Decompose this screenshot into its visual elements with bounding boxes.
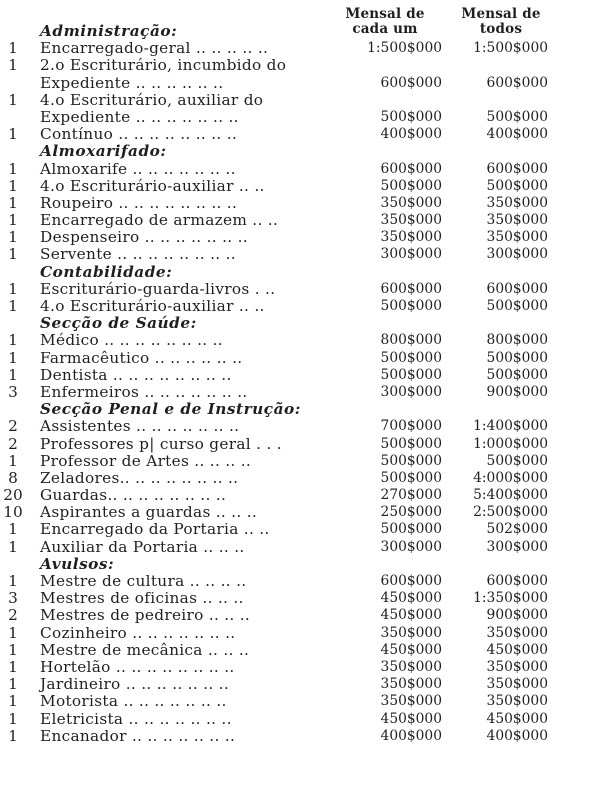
table-row	[0, 693, 600, 710]
monthly-each-value: 500$000	[380, 108, 442, 125]
monthly-total-value: 350$000	[486, 212, 548, 229]
quantity-cell: 1	[8, 520, 18, 539]
quantity-cell: 3	[8, 382, 18, 401]
quantity-cell: 20	[3, 486, 23, 505]
table-row	[0, 40, 600, 57]
quantity-cell: 1	[8, 279, 18, 298]
monthly-total-value: 4:000$000	[473, 469, 548, 486]
monthly-each-value: 450$000	[380, 641, 442, 658]
monthly-each-value: 350$000	[380, 693, 442, 710]
table-row	[0, 470, 600, 487]
monthly-total-value: 450$000	[486, 641, 548, 658]
position-label: Farmacêutico .. .. .. .. .. ..	[40, 348, 243, 367]
position-label: Roupeiro .. .. .. .. .. .. .. ..	[40, 193, 238, 212]
monthly-each-value: 500$000	[380, 521, 442, 538]
monthly-each-value: 350$000	[380, 658, 442, 675]
monthly-each-value: 500$000	[380, 366, 442, 383]
monthly-total-value: 500$000	[486, 452, 548, 469]
monthly-total-value: 1:000$000	[473, 435, 548, 452]
section-title: Avulsos:	[40, 554, 115, 573]
monthly-total-value: 600$000	[486, 160, 548, 177]
position-label: Encanador .. .. .. .. .. .. ..	[40, 726, 236, 745]
quantity-cell: 1	[8, 640, 18, 659]
position-label: Contínuo .. .. .. .. .. .. .. ..	[40, 125, 238, 144]
position-label: Professores p| curso geral . . .	[40, 434, 282, 453]
quantity-cell: 1	[8, 709, 18, 728]
monthly-total-value: 350$000	[486, 624, 548, 641]
position-label: Eletricista .. .. .. .. .. .. ..	[40, 709, 232, 728]
table-row	[0, 126, 600, 143]
section-title: Secção de Saúde:	[40, 314, 197, 333]
table-row	[0, 367, 600, 384]
monthly-total-value: 600$000	[486, 280, 548, 297]
monthly-each-value: 450$000	[380, 710, 442, 727]
section-heading-row	[0, 143, 600, 160]
quantity-cell: 1	[8, 297, 18, 315]
section-heading-row	[0, 315, 600, 332]
quantity-cell: 1	[8, 193, 18, 212]
monthly-each-value: 450$000	[380, 590, 442, 607]
table-row	[0, 590, 600, 607]
quantity-cell: 1	[8, 726, 18, 745]
quantity-cell: 1	[8, 90, 18, 109]
quantity-cell: 1	[8, 245, 18, 264]
column-header-line: cada um	[352, 21, 418, 37]
monthly-each-value: 350$000	[380, 676, 442, 693]
table-row	[0, 75, 600, 92]
table-row	[0, 573, 600, 590]
monthly-each-value: 500$000	[380, 452, 442, 469]
quantity-cell: 1	[8, 623, 18, 642]
position-label: Expediente .. .. .. .. .. .. ..	[40, 107, 239, 126]
position-label: 4.o Escriturário-auxiliar .. ..	[40, 176, 265, 195]
table-row	[0, 436, 600, 453]
position-label: Aspirantes a guardas .. .. ..	[40, 503, 258, 522]
table-row	[0, 178, 600, 195]
staff-salary-table	[0, 23, 600, 745]
position-label: Mestre de cultura .. .. .. ..	[40, 572, 247, 590]
table-row	[0, 504, 600, 521]
monthly-each-value: 600$000	[380, 160, 442, 177]
position-label: Escriturário-guarda-livros . ..	[40, 279, 276, 298]
table-row	[0, 521, 600, 538]
monthly-total-value: 450$000	[486, 710, 548, 727]
monthly-each-value: 1:500$000	[367, 40, 442, 57]
table-row	[0, 212, 600, 229]
quantity-cell: 3	[8, 589, 18, 608]
monthly-total-value: 900$000	[486, 607, 548, 624]
monthly-total-value: 1:500$000	[473, 40, 548, 57]
position-label: 2.o Escriturário, incumbido do	[40, 56, 287, 75]
quantity-cell: 1	[8, 228, 18, 247]
monthly-total-value: 800$000	[486, 332, 548, 349]
table-row	[0, 109, 600, 126]
quantity-cell: 1	[8, 211, 18, 230]
table-row	[0, 453, 600, 470]
monthly-each-value: 350$000	[380, 194, 442, 211]
position-label: Auxiliar da Portaria .. .. ..	[40, 537, 245, 556]
table-row	[0, 659, 600, 676]
monthly-each-value: 800$000	[380, 332, 442, 349]
table-row	[0, 676, 600, 693]
monthly-each-value: 300$000	[380, 383, 442, 400]
monthly-total-value: 900$000	[486, 383, 548, 400]
quantity-cell: 1	[8, 39, 18, 58]
position-label: 4.o Escriturário, auxiliar do	[40, 90, 264, 109]
monthly-each-value: 400$000	[380, 126, 442, 143]
table-row	[0, 487, 600, 504]
monthly-each-value: 500$000	[380, 298, 442, 314]
quantity-cell: 2	[8, 434, 18, 453]
quantity-cell: 1	[8, 537, 18, 556]
monthly-each-value: 500$000	[380, 177, 442, 194]
position-label: Médico .. .. .. .. .. .. .. ..	[40, 331, 223, 350]
quantity-cell: 1	[8, 56, 18, 75]
position-label: Encarregado da Portaria .. ..	[40, 520, 270, 539]
table-row	[0, 384, 600, 401]
monthly-each-value: 600$000	[380, 573, 442, 589]
position-label: Enfermeiros .. .. .. .. .. .. ..	[40, 382, 248, 401]
monthly-total-value: 1:400$000	[473, 418, 548, 435]
position-label: Cozinheiro .. .. .. .. .. .. ..	[40, 623, 236, 642]
table-row	[0, 229, 600, 246]
column-header-line: Mensal de	[461, 6, 541, 22]
position-label: Mestres de pedreiro .. .. ..	[40, 606, 251, 625]
position-label: Expediente .. .. .. .. .. ..	[40, 73, 224, 92]
table-row	[0, 57, 600, 74]
table-row	[0, 332, 600, 349]
position-label: Mestres de oficinas .. .. ..	[40, 589, 244, 608]
monthly-total-value: 350$000	[486, 658, 548, 675]
monthly-total-value: 500$000	[486, 349, 548, 366]
monthly-each-value: 270$000	[380, 487, 442, 504]
table-row	[0, 642, 600, 659]
position-label: Assistentes .. .. .. .. .. .. ..	[40, 417, 240, 436]
monthly-total-value: 300$000	[486, 538, 548, 555]
monthly-total-value: 350$000	[486, 676, 548, 693]
table-row	[0, 161, 600, 178]
monthly-each-value: 350$000	[380, 624, 442, 641]
quantity-cell: 1	[8, 331, 18, 350]
monthly-total-value: 400$000	[486, 727, 548, 744]
table-row	[0, 711, 600, 728]
quantity-cell: 1	[8, 692, 18, 711]
table-row	[0, 539, 600, 556]
position-label: Servente .. .. .. .. .. .. .. ..	[40, 245, 236, 264]
monthly-total-value: 500$000	[486, 177, 548, 194]
monthly-total-value: 500$000	[486, 108, 548, 125]
table-row	[0, 298, 600, 315]
section-heading-row	[0, 556, 600, 573]
position-label: Encarregado de armazem .. ..	[40, 211, 279, 230]
position-label: Jardineiro .. .. .. .. .. .. ..	[40, 675, 229, 694]
quantity-cell: 1	[8, 348, 18, 367]
monthly-each-value: 350$000	[380, 229, 442, 246]
table-row	[0, 92, 600, 109]
quantity-cell: 1	[8, 451, 18, 470]
monthly-total-value: 600$000	[486, 74, 548, 91]
position-label: Mestre de mecânica .. .. ..	[40, 640, 250, 659]
quantity-cell: 1	[8, 125, 18, 144]
monthly-total-value: 502$000	[486, 521, 548, 538]
table-row	[0, 625, 600, 642]
monthly-each-value: 300$000	[380, 538, 442, 555]
monthly-total-value: 300$000	[486, 246, 548, 263]
section-heading-row	[0, 264, 600, 281]
section-title: Administração:	[40, 22, 178, 40]
monthly-each-value: 600$000	[380, 74, 442, 91]
table-row	[0, 607, 600, 624]
monthly-each-value: 600$000	[380, 280, 442, 297]
table-row	[0, 728, 600, 745]
position-label: Motorista .. .. .. .. .. .. ..	[40, 692, 227, 711]
monthly-total-value: 2:500$000	[473, 504, 548, 521]
section-title: Secção Penal e de Instrução:	[40, 400, 301, 419]
monthly-total-value: 1:350$000	[473, 590, 548, 607]
position-label: Guardas.. .. .. .. .. .. .. ..	[40, 486, 227, 505]
table-row	[0, 195, 600, 212]
position-label: Encarregado-geral .. .. .. .. ..	[40, 39, 269, 58]
section-heading-row	[0, 401, 600, 418]
position-label: Almoxarife .. .. .. .. .. .. ..	[40, 159, 236, 178]
monthly-total-value: 5:400$000	[473, 487, 548, 504]
monthly-each-value: 300$000	[380, 246, 442, 263]
position-label: Professor de Artes .. .. .. ..	[40, 451, 252, 470]
monthly-total-value: 350$000	[486, 693, 548, 710]
table-row	[0, 281, 600, 298]
monthly-each-value: 500$000	[380, 469, 442, 486]
table-row	[0, 246, 600, 263]
quantity-cell: 1	[8, 675, 18, 694]
table-row	[0, 418, 600, 435]
monthly-total-value: 350$000	[486, 194, 548, 211]
monthly-total-value: 500$000	[486, 298, 548, 314]
monthly-total-value: 500$000	[486, 366, 548, 383]
position-label: Despenseiro .. .. .. .. .. .. ..	[40, 228, 248, 247]
section-title: Contabilidade:	[40, 262, 173, 281]
quantity-cell: 1	[8, 176, 18, 195]
position-label: Zeladores.. .. .. .. .. .. .. ..	[40, 468, 239, 487]
monthly-each-value: 400$000	[380, 727, 442, 744]
monthly-each-value: 350$000	[380, 212, 442, 229]
quantity-cell: 1	[8, 572, 18, 590]
quantity-cell: 2	[8, 417, 18, 436]
monthly-each-value: 450$000	[380, 607, 442, 624]
quantity-cell: 1	[8, 159, 18, 178]
quantity-cell: 1	[8, 365, 18, 384]
quantity-cell: 2	[8, 606, 18, 625]
quantity-cell: 1	[8, 657, 18, 676]
monthly-total-value: 400$000	[486, 126, 548, 143]
monthly-each-value: 500$000	[380, 435, 442, 452]
column-header-line: todos	[479, 21, 523, 37]
quantity-cell: 8	[8, 468, 18, 487]
table-row	[0, 350, 600, 367]
quantity-cell: 10	[3, 503, 23, 522]
position-label: Dentista .. .. .. .. .. .. .. ..	[40, 365, 232, 384]
position-label: 4.o Escriturário-auxiliar .. ..	[40, 297, 265, 315]
monthly-total-value: 350$000	[486, 229, 548, 246]
monthly-total-value: 600$000	[486, 573, 548, 589]
position-label: Hortelão .. .. .. .. .. .. .. ..	[40, 657, 235, 676]
monthly-each-value: 500$000	[380, 349, 442, 366]
column-header-line: Mensal de	[345, 6, 425, 22]
section-heading-row	[0, 23, 600, 40]
monthly-each-value: 250$000	[380, 504, 442, 521]
section-title: Almoxarifado:	[40, 142, 167, 161]
monthly-each-value: 700$000	[380, 418, 442, 435]
